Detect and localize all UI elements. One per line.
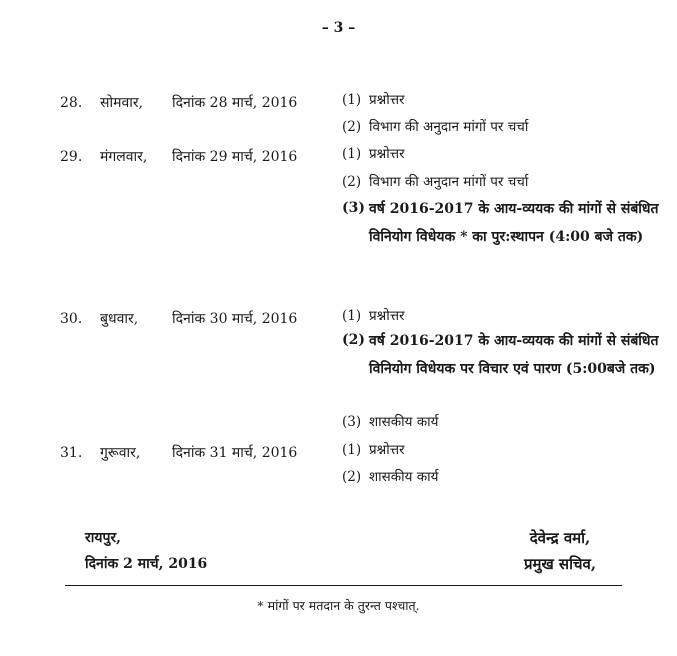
- item-mark: (1): [342, 442, 362, 458]
- item-text: प्रश्नोत्तर: [369, 92, 405, 108]
- item-text: विभाग की अनुदान मांगों पर चर्चा: [369, 174, 529, 190]
- item-text: शासकीय कार्य: [369, 469, 439, 485]
- page-number: – 3 –: [321, 20, 356, 36]
- item-mark: (1): [342, 92, 362, 108]
- entry-day: गुरूवार,: [100, 445, 141, 461]
- entry-30-item-3: [342, 410, 438, 435]
- item-mark: (3): [342, 200, 365, 216]
- entry-31-item-1: [342, 438, 405, 463]
- entry-29-item-3: [342, 196, 659, 251]
- entry-30-item-2: [342, 328, 659, 383]
- item-text: वर्ष 2016-2017 के आय-व्ययक की मांगों से संबंधित विनियोग विधेयक पर विचार एवं पारण (5:00बजे तक): [369, 333, 659, 377]
- item-mark: (1): [342, 308, 362, 324]
- item-mark: (1): [342, 146, 362, 162]
- entry-number: 29.: [60, 149, 83, 165]
- entry-29-item-1: [342, 142, 405, 167]
- entry-number: 28.: [60, 95, 83, 111]
- entry-day: सोमवार,: [100, 95, 144, 111]
- place: रायपुर,: [85, 530, 122, 546]
- item-mark: (3): [342, 414, 362, 430]
- footnote: * मांगों पर मतदान के तुरन्त पश्चात्.: [257, 598, 420, 613]
- place-date-block: [85, 525, 207, 577]
- entry-30-item-1: [342, 304, 405, 329]
- item-mark: (2): [342, 119, 362, 135]
- item-text: वर्ष 2016-2017 के आय-व्ययक की मांगों से संबंधित विनियोग विधेयक * का पुर:स्थापन (4:00 बजे तक): [369, 201, 659, 245]
- entry-date: दिनांक 29 मार्च, 2016: [172, 149, 298, 165]
- footnote-divider: [65, 585, 622, 586]
- entry-31-date-line: [60, 443, 297, 462]
- item-text: विभाग की अनुदान मांगों पर चर्चा: [369, 119, 529, 135]
- entry-number: 30.: [60, 311, 83, 327]
- entry-28-date-line: [60, 93, 297, 112]
- entry-29-item-2: [342, 170, 528, 195]
- item-text: प्रश्नोत्तर: [369, 146, 405, 162]
- item-mark: (2): [342, 174, 362, 190]
- item-mark: (2): [342, 332, 365, 348]
- entry-date: दिनांक 30 मार्च, 2016: [172, 311, 298, 327]
- entry-day: बुधवार,: [100, 311, 139, 327]
- entry-date: दिनांक 31 मार्च, 2016: [172, 445, 298, 461]
- item-text: शासकीय कार्य: [369, 414, 439, 430]
- entry-28-item-1: [342, 88, 405, 113]
- item-text: प्रश्नोत्तर: [369, 308, 405, 324]
- item-text: प्रश्नोत्तर: [369, 442, 405, 458]
- signature-block: [500, 525, 620, 577]
- signatory-title: प्रमुख सचिव,: [523, 555, 597, 573]
- entry-date: दिनांक 28 मार्च, 2016: [172, 95, 298, 111]
- entry-day: मंगलवार,: [100, 149, 148, 165]
- item-mark: (2): [342, 469, 362, 485]
- signatory-name: देवेन्द्र वर्मा,: [529, 529, 591, 547]
- issue-date: दिनांक 2 मार्च, 2016: [85, 556, 208, 572]
- entry-30-date-line: [60, 309, 297, 328]
- entry-31-item-2: [342, 465, 438, 490]
- entry-number: 31.: [60, 445, 83, 461]
- entry-28-item-2: [342, 115, 528, 140]
- entry-29-date-line: [60, 147, 297, 166]
